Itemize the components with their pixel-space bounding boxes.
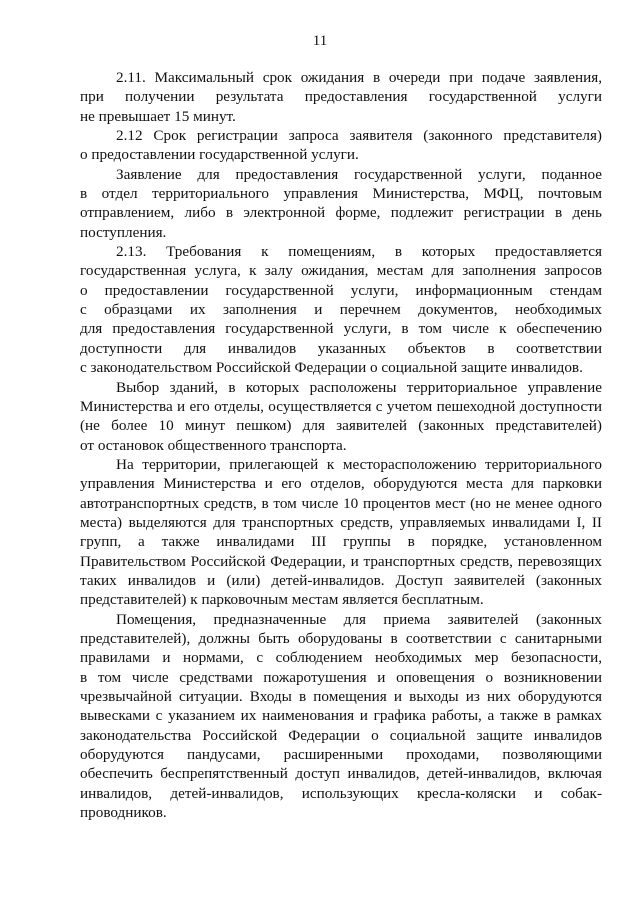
text-line: групп, а также инвалидами III группы в порядке, установленном — [80, 533, 602, 551]
text-line: с законодательством Российской Федерации о социальной защите инвалидов. — [80, 359, 583, 377]
text-line: в том числе средствами пожаротушения и оповещения о возникновении — [80, 668, 602, 686]
text-line: Министерства и его отделы, осуществляется с учетом пешеходной доступности — [80, 397, 602, 415]
text-line: отправлением, либо в электронной форме, подлежит регистрации в день — [80, 204, 602, 222]
text-line: представителей) к парковочным местам является бесплатным. — [80, 591, 484, 609]
text-line: инвалидов, детей-инвалидов, использующих кресла-коляски и собак- — [80, 784, 602, 802]
paragraph-p1 — [80, 68, 602, 126]
text-line: поступления. — [80, 223, 167, 241]
text-line: Заявление для предоставления государственной услуги, поданное — [116, 165, 602, 183]
text-line: доступности для инвалидов указанных объектов в соответствии — [80, 339, 602, 357]
text-line: оборудуются пандусами, расширенными проходами, позволяющими — [80, 746, 602, 764]
text-line: при получении результата предоставления государственной услуги — [80, 88, 602, 106]
text-line: Правительством Российской Федерации, и транспортных средств, перевозящих — [80, 552, 602, 570]
text-line: Выбор зданий, в которых расположены территориальное управление — [116, 378, 602, 396]
text-line: о предоставлении государственной услуги, информационным стендам — [80, 281, 602, 299]
paragraph-p3 — [80, 165, 602, 242]
text-line: таких инвалидов и (или) детей-инвалидов. Доступ заявителей (законных — [80, 571, 602, 589]
text-line: Помещения, предназначенные для приема заявителей (законных — [116, 610, 602, 628]
text-line: проводников. — [80, 804, 167, 822]
text-line: места) выделяются для транспортных средств, управляемых инвалидами I, II — [80, 513, 602, 531]
text-line: управления Министерства и его отделов, оборудуются места для парковки — [80, 475, 602, 493]
text-line: правилами и нормами, с соблюдением необходимых мер безопасности, — [80, 649, 602, 667]
text-line: автотранспортных средств, в том числе 10 процентов мест (но не менее одного — [80, 494, 602, 512]
text-line: чрезвычайной ситуации. Входы в помещения и выходы из них оборудуются — [80, 688, 602, 705]
paragraph-p4 — [80, 242, 602, 377]
text-line: обеспечить беспрепятственный доступ инвалидов, детей-инвалидов, включая — [80, 765, 602, 783]
text-line: не превышает 15 минут. — [80, 107, 236, 125]
text-line: 2.12 Срок регистрации запроса заявителя (законного представителя) — [116, 127, 602, 145]
text-line: 2.11. Максимальный срок ожидания в очереди при подаче заявления, — [116, 69, 602, 86]
text-line: На территории, прилегающей к месторасположению территориального — [116, 455, 602, 473]
text-line: представителей), должны быть оборудованы в соответствии с санитарными — [80, 629, 602, 647]
document-body — [80, 68, 602, 822]
text-line: от остановок общественного транспорта. — [80, 436, 347, 454]
text-line: для предоставления государственной услуги, в том числе к обеспечению — [80, 320, 602, 338]
text-line: (не более 10 минут пешком) для заявителей (законных представителей) — [80, 417, 602, 435]
text-line: 2.13. Требования к помещениям, в которых предоставляется — [116, 243, 602, 261]
paragraph-p6 — [80, 455, 602, 610]
text-line: законодательства Российской Федерации о социальной защите инвалидов — [80, 726, 602, 744]
text-line: о предоставлении государственной услуги. — [80, 146, 359, 164]
paragraph-p7 — [80, 610, 602, 823]
page-number: 11 — [312, 33, 328, 49]
text-line: в отдел территориального управления Министерства, МФЦ, почтовым — [80, 185, 602, 203]
paragraph-p2 — [80, 126, 602, 165]
text-line: вывесками с указанием их наименования и графика работы, а также в рамках — [80, 707, 602, 725]
text-line: государственная услуга, к залу ожидания, местам для заполнения запросов — [80, 262, 602, 280]
text-line: с образцами их заполнения и перечнем документов, необходимых — [80, 301, 602, 319]
paragraph-p5 — [80, 378, 602, 455]
